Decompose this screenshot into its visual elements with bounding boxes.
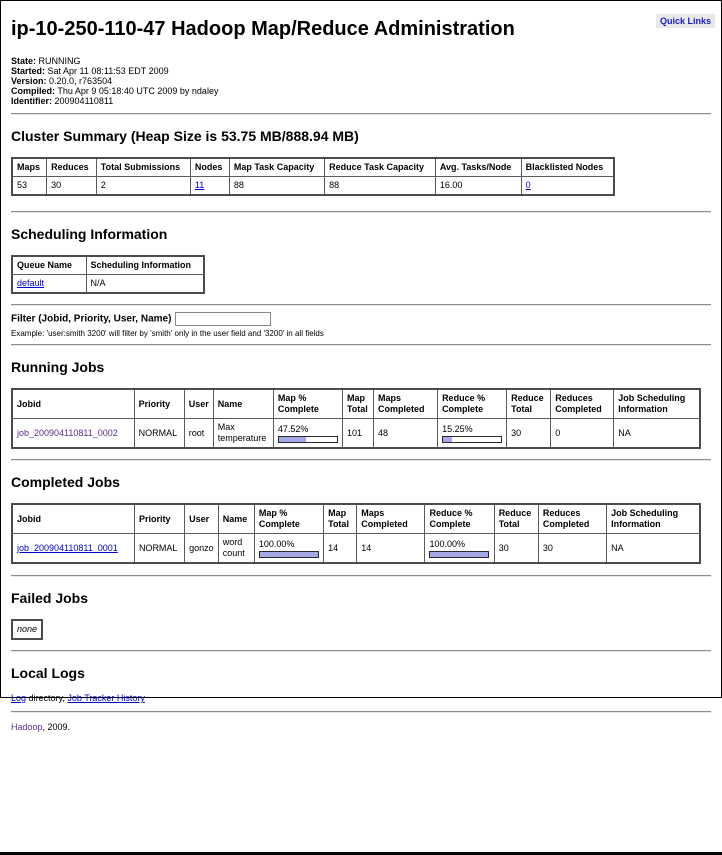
local-logs-heading: Local Logs [11, 665, 85, 681]
reduce-progress-bar [442, 436, 502, 443]
blacklisted-nodes-cell [521, 177, 614, 196]
map-pct-cell [254, 534, 323, 564]
divider [11, 211, 711, 213]
priority-value: NORMAL [134, 419, 184, 449]
col-header-maps: Maps [12, 158, 47, 177]
divider [11, 459, 711, 461]
version-line [11, 76, 711, 86]
col-header-job-scheduling: Job Scheduling Information [614, 389, 700, 419]
state-value: RUNNING [38, 56, 81, 66]
map-pct-cell [273, 419, 342, 449]
col-header-jobid: Jobid [12, 389, 134, 419]
jobid-cell [12, 534, 134, 564]
map-task-capacity-value: 88 [229, 177, 324, 196]
running-jobs-header-row [12, 389, 700, 419]
reduce-pct-cell [438, 419, 507, 449]
map-pct-text: 100.00% [258, 538, 295, 549]
col-header-blacklisted-nodes: Blacklisted Nodes [521, 158, 614, 177]
completed-jobs-header-row [12, 504, 700, 534]
queue-name-cell [12, 275, 86, 294]
job-name-value: Max temperature [213, 419, 273, 449]
running-jobs-heading: Running Jobs [11, 359, 105, 375]
job-tracker-history-link[interactable]: Job Tracker History [67, 693, 145, 703]
started-value: Sat Apr 11 08:11:53 EDT 2009 [47, 66, 169, 76]
reduce-total-value: 30 [507, 419, 551, 449]
divider [11, 304, 711, 306]
map-progress-fill [260, 552, 318, 557]
reduce-pct-text: 100.00% [429, 538, 465, 549]
queue-row [12, 275, 204, 294]
job-scheduling-value: NA [607, 534, 700, 564]
total-submissions-value: 2 [96, 177, 190, 196]
map-pct-text: 47.52% [277, 423, 309, 434]
completed-jobid-link[interactable]: job_200904110811_0001 [17, 542, 118, 553]
col-header-avg-tasks-node: Avg. Tasks/Node [435, 158, 521, 177]
user-value: root [184, 419, 213, 449]
col-header-user: User [185, 504, 219, 534]
identifier-value: 200904110811 [54, 96, 114, 106]
running-job-row [12, 419, 700, 449]
filter-example-text: Example: 'user:smith 3200' will filter by 'smith' only in the user field and '3200' in all fields [11, 329, 324, 338]
col-header-map-total: Map Total [324, 504, 357, 534]
map-total-value: 101 [342, 419, 373, 449]
identifier-label: Identifier: [11, 96, 53, 106]
failed-jobs-heading: Failed Jobs [11, 590, 89, 606]
completed-jobs-table [11, 503, 701, 564]
hadoop-link[interactable]: Hadoop [11, 722, 43, 732]
failed-jobs-table [11, 619, 43, 640]
jobid-cell [12, 419, 134, 449]
blacklisted-nodes-link[interactable]: 0 [525, 180, 531, 190]
col-header-job-scheduling: Job Scheduling Information [607, 504, 700, 534]
completed-job-row [12, 534, 700, 564]
identifier-line [11, 96, 711, 106]
quick-links-button[interactable]: Quick Links [656, 14, 715, 28]
footer-year-text: , 2009. [42, 722, 71, 732]
started-label: Started: [11, 66, 46, 76]
version-value: 0.20.0, r763504 [49, 76, 113, 86]
col-header-nodes: Nodes [190, 158, 229, 177]
compiled-label: Compiled: [11, 86, 55, 96]
maps-value: 53 [12, 177, 47, 196]
log-directory-link[interactable]: Log [11, 693, 27, 703]
reduce-total-value: 30 [494, 534, 538, 564]
cluster-summary-table [11, 157, 615, 196]
state-line [11, 56, 711, 66]
avg-tasks-node-value: 16.00 [435, 177, 521, 196]
map-progress-bar [278, 436, 338, 443]
col-header-reduces-completed: Reduces Completed [551, 389, 614, 419]
divider [11, 711, 711, 713]
reduce-pct-text: 15.25% [442, 423, 473, 434]
col-header-queue-name: Queue Name [12, 256, 86, 275]
map-progress-bar [259, 551, 319, 558]
completed-jobs-heading: Completed Jobs [11, 474, 120, 490]
divider [11, 575, 711, 577]
queue-table [11, 255, 205, 294]
divider [11, 650, 711, 652]
log-directory-text: directory, [28, 693, 65, 703]
col-header-map-total: Map Total [342, 389, 373, 419]
col-header-reduce-pct: Reduce % Complete [438, 389, 507, 419]
reduce-progress-fill [443, 437, 452, 442]
scheduling-heading: Scheduling Information [11, 226, 168, 242]
col-header-name: Name [218, 504, 254, 534]
started-line [11, 66, 711, 76]
col-header-reduce-pct: Reduce % Complete [425, 504, 494, 534]
user-value: gonzo [185, 534, 219, 564]
col-header-map-pct: Map % Complete [273, 389, 342, 419]
nodes-cell [190, 177, 229, 196]
col-header-total-submissions: Total Submissions [96, 158, 190, 177]
col-header-reduces: Reduces [47, 158, 97, 177]
running-jobs-table [11, 388, 701, 449]
cluster-summary-header-row [12, 158, 614, 177]
col-header-reduce-total: Reduce Total [494, 504, 538, 534]
reduces-completed-value: 0 [551, 419, 614, 449]
filter-row [11, 312, 711, 326]
col-header-priority: Priority [134, 504, 184, 534]
divider [11, 113, 711, 115]
col-header-name: Name [213, 389, 273, 419]
maps-completed-value: 48 [373, 419, 437, 449]
local-logs-links [11, 693, 711, 703]
filter-label: Filter (Jobid, Priority, User, Name) [11, 313, 172, 325]
col-header-maps-completed: Maps Completed [373, 389, 437, 419]
col-header-reduce-task-capacity: Reduce Task Capacity [325, 158, 436, 177]
reduce-pct-cell [425, 534, 494, 564]
cluster-info-block [11, 56, 711, 106]
compiled-line [11, 86, 711, 96]
footer [11, 722, 711, 732]
compiled-value: Thu Apr 9 05:18:40 UTC 2009 by ndaley [57, 86, 219, 96]
job-scheduling-value: NA [614, 419, 700, 449]
col-header-map-pct: Map % Complete [254, 504, 323, 534]
col-header-maps-completed: Maps Completed [357, 504, 425, 534]
col-header-user: User [184, 389, 213, 419]
reduces-value: 30 [47, 177, 97, 196]
filter-input[interactable] [175, 312, 271, 326]
cluster-summary-row [12, 177, 614, 196]
col-header-reduces-completed: Reduces Completed [538, 504, 606, 534]
maps-completed-value: 14 [357, 534, 425, 564]
job-name-value: word count [218, 534, 254, 564]
cluster-summary-heading: Cluster Summary (Heap Size is 53.75 MB/888.94 MB) [11, 128, 359, 144]
col-header-reduce-total: Reduce Total [507, 389, 551, 419]
col-header-map-task-capacity: Map Task Capacity [229, 158, 324, 177]
reduces-completed-value: 30 [538, 534, 606, 564]
col-header-scheduling-info: Scheduling Information [86, 256, 204, 275]
failed-jobs-none-value: none [12, 620, 42, 639]
reduce-progress-fill [430, 552, 488, 557]
col-header-priority: Priority [134, 389, 184, 419]
version-label: Version: [11, 76, 47, 86]
queue-default-link[interactable]: default [17, 278, 45, 288]
page-title: ip-10-250-110-47 Hadoop Map/Reduce Administration [11, 18, 515, 40]
queue-info-value: N/A [86, 275, 204, 294]
priority-value: NORMAL [134, 534, 184, 564]
map-progress-fill [279, 437, 307, 442]
reduce-progress-bar [429, 551, 489, 558]
reduce-task-capacity-value: 88 [325, 177, 436, 196]
nodes-link[interactable]: 11 [194, 180, 205, 190]
col-header-jobid: Jobid [12, 504, 134, 534]
state-label: State: [11, 56, 37, 66]
map-total-value: 14 [324, 534, 357, 564]
running-jobid-link[interactable]: job_200904110811_0002 [17, 427, 118, 438]
divider [11, 344, 711, 346]
queue-header-row [12, 256, 204, 275]
failed-jobs-empty-row [12, 620, 42, 639]
